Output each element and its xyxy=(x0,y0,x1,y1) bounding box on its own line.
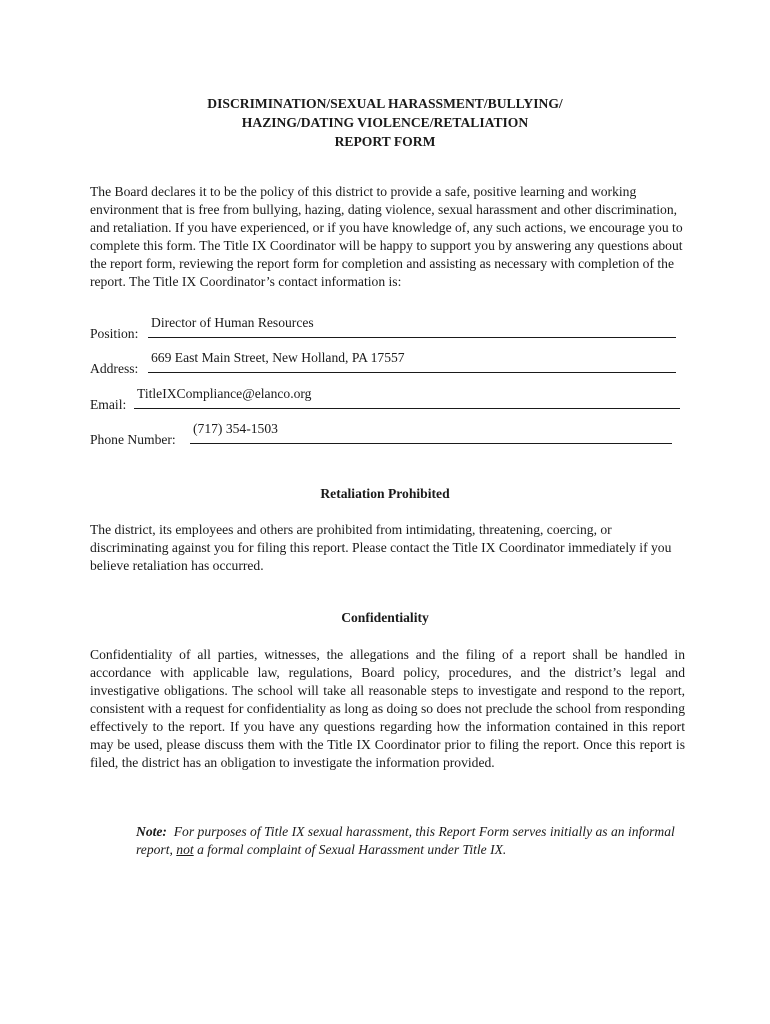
note-label: Note: xyxy=(136,824,167,839)
position-value[interactable]: Director of Human Resources xyxy=(151,315,314,330)
address-value[interactable]: 669 East Main Street, New Holland, PA 17557 xyxy=(151,350,405,365)
phone-label: Phone Number: xyxy=(90,432,176,447)
position-label: Position: xyxy=(90,326,139,341)
note-underlined-word: not xyxy=(176,842,194,857)
intro-paragraph: The Board declares it to be the policy of this district to provide a safe, positive learning and working environment that is free from bullying, hazing, dating violence, sexual harassment and other discrimination, and retaliation. If you have experienced, or if you have knowledge of, any such actions, we encourage you to complete this form. The Title IX Coordinator will be happy to support you by answering any questions about the report form, reviewing the report form for completion and assisting as necessary with completion of the report. The Title IX Coordinator’s contact information is: xyxy=(90,184,683,289)
phone-underline xyxy=(190,443,672,444)
note-block xyxy=(136,823,696,859)
title-line-1: DISCRIMINATION/SEXUAL HARASSMENT/BULLYING/ xyxy=(207,96,563,111)
address-field xyxy=(90,350,680,377)
position-field xyxy=(90,315,680,342)
confidentiality-heading: Confidentiality xyxy=(341,610,429,625)
email-value[interactable]: TitleIXCompliance@elanco.org xyxy=(137,386,312,401)
address-label: Address: xyxy=(90,361,139,376)
title-line-3: REPORT FORM xyxy=(334,134,436,149)
address-underline xyxy=(148,372,676,373)
retaliation-heading: Retaliation Prohibited xyxy=(320,486,450,501)
email-underline xyxy=(134,408,680,409)
phone-value[interactable]: (717) 354-1503 xyxy=(193,421,278,436)
page-title xyxy=(0,94,770,151)
title-line-2: HAZING/DATING VIOLENCE/RETALIATION xyxy=(241,115,529,130)
email-label: Email: xyxy=(90,397,127,412)
email-field xyxy=(90,386,680,413)
note-text-before: For purposes of Title IX sexual harassment, this Report Form serves initially as an informal report, xyxy=(136,824,675,857)
note-text-after: a formal complaint of Sexual Harassment under Title IX. xyxy=(197,842,507,857)
phone-field xyxy=(90,421,680,448)
retaliation-paragraph: The district, its employees and others are prohibited from intimidating, threatening, coercing, or discriminating against you for filing this report. Please contact the Title IX Coordinator immediately if you believe retaliation has occurred. xyxy=(90,522,672,573)
confidentiality-paragraph: Confidentiality of all parties, witnesses, the allegations and the filing of a report shall be handled in accordance with applicable law, regulations, Board policy, procedures, and the district’s legal and investigative obligations. The school will take all reasonable steps to investigate and respond to the report, consistent with a request for confidentiality as long as doing so does not preclude the school from responding effectively to the report. If you have any questions regarding how the information contained in this report may be used, please discuss them with the Title IX Coordinator prior to filing the report. Once this report is filed, the district has an obligation to investigate the information provided. xyxy=(90,647,685,770)
position-underline xyxy=(148,337,676,338)
